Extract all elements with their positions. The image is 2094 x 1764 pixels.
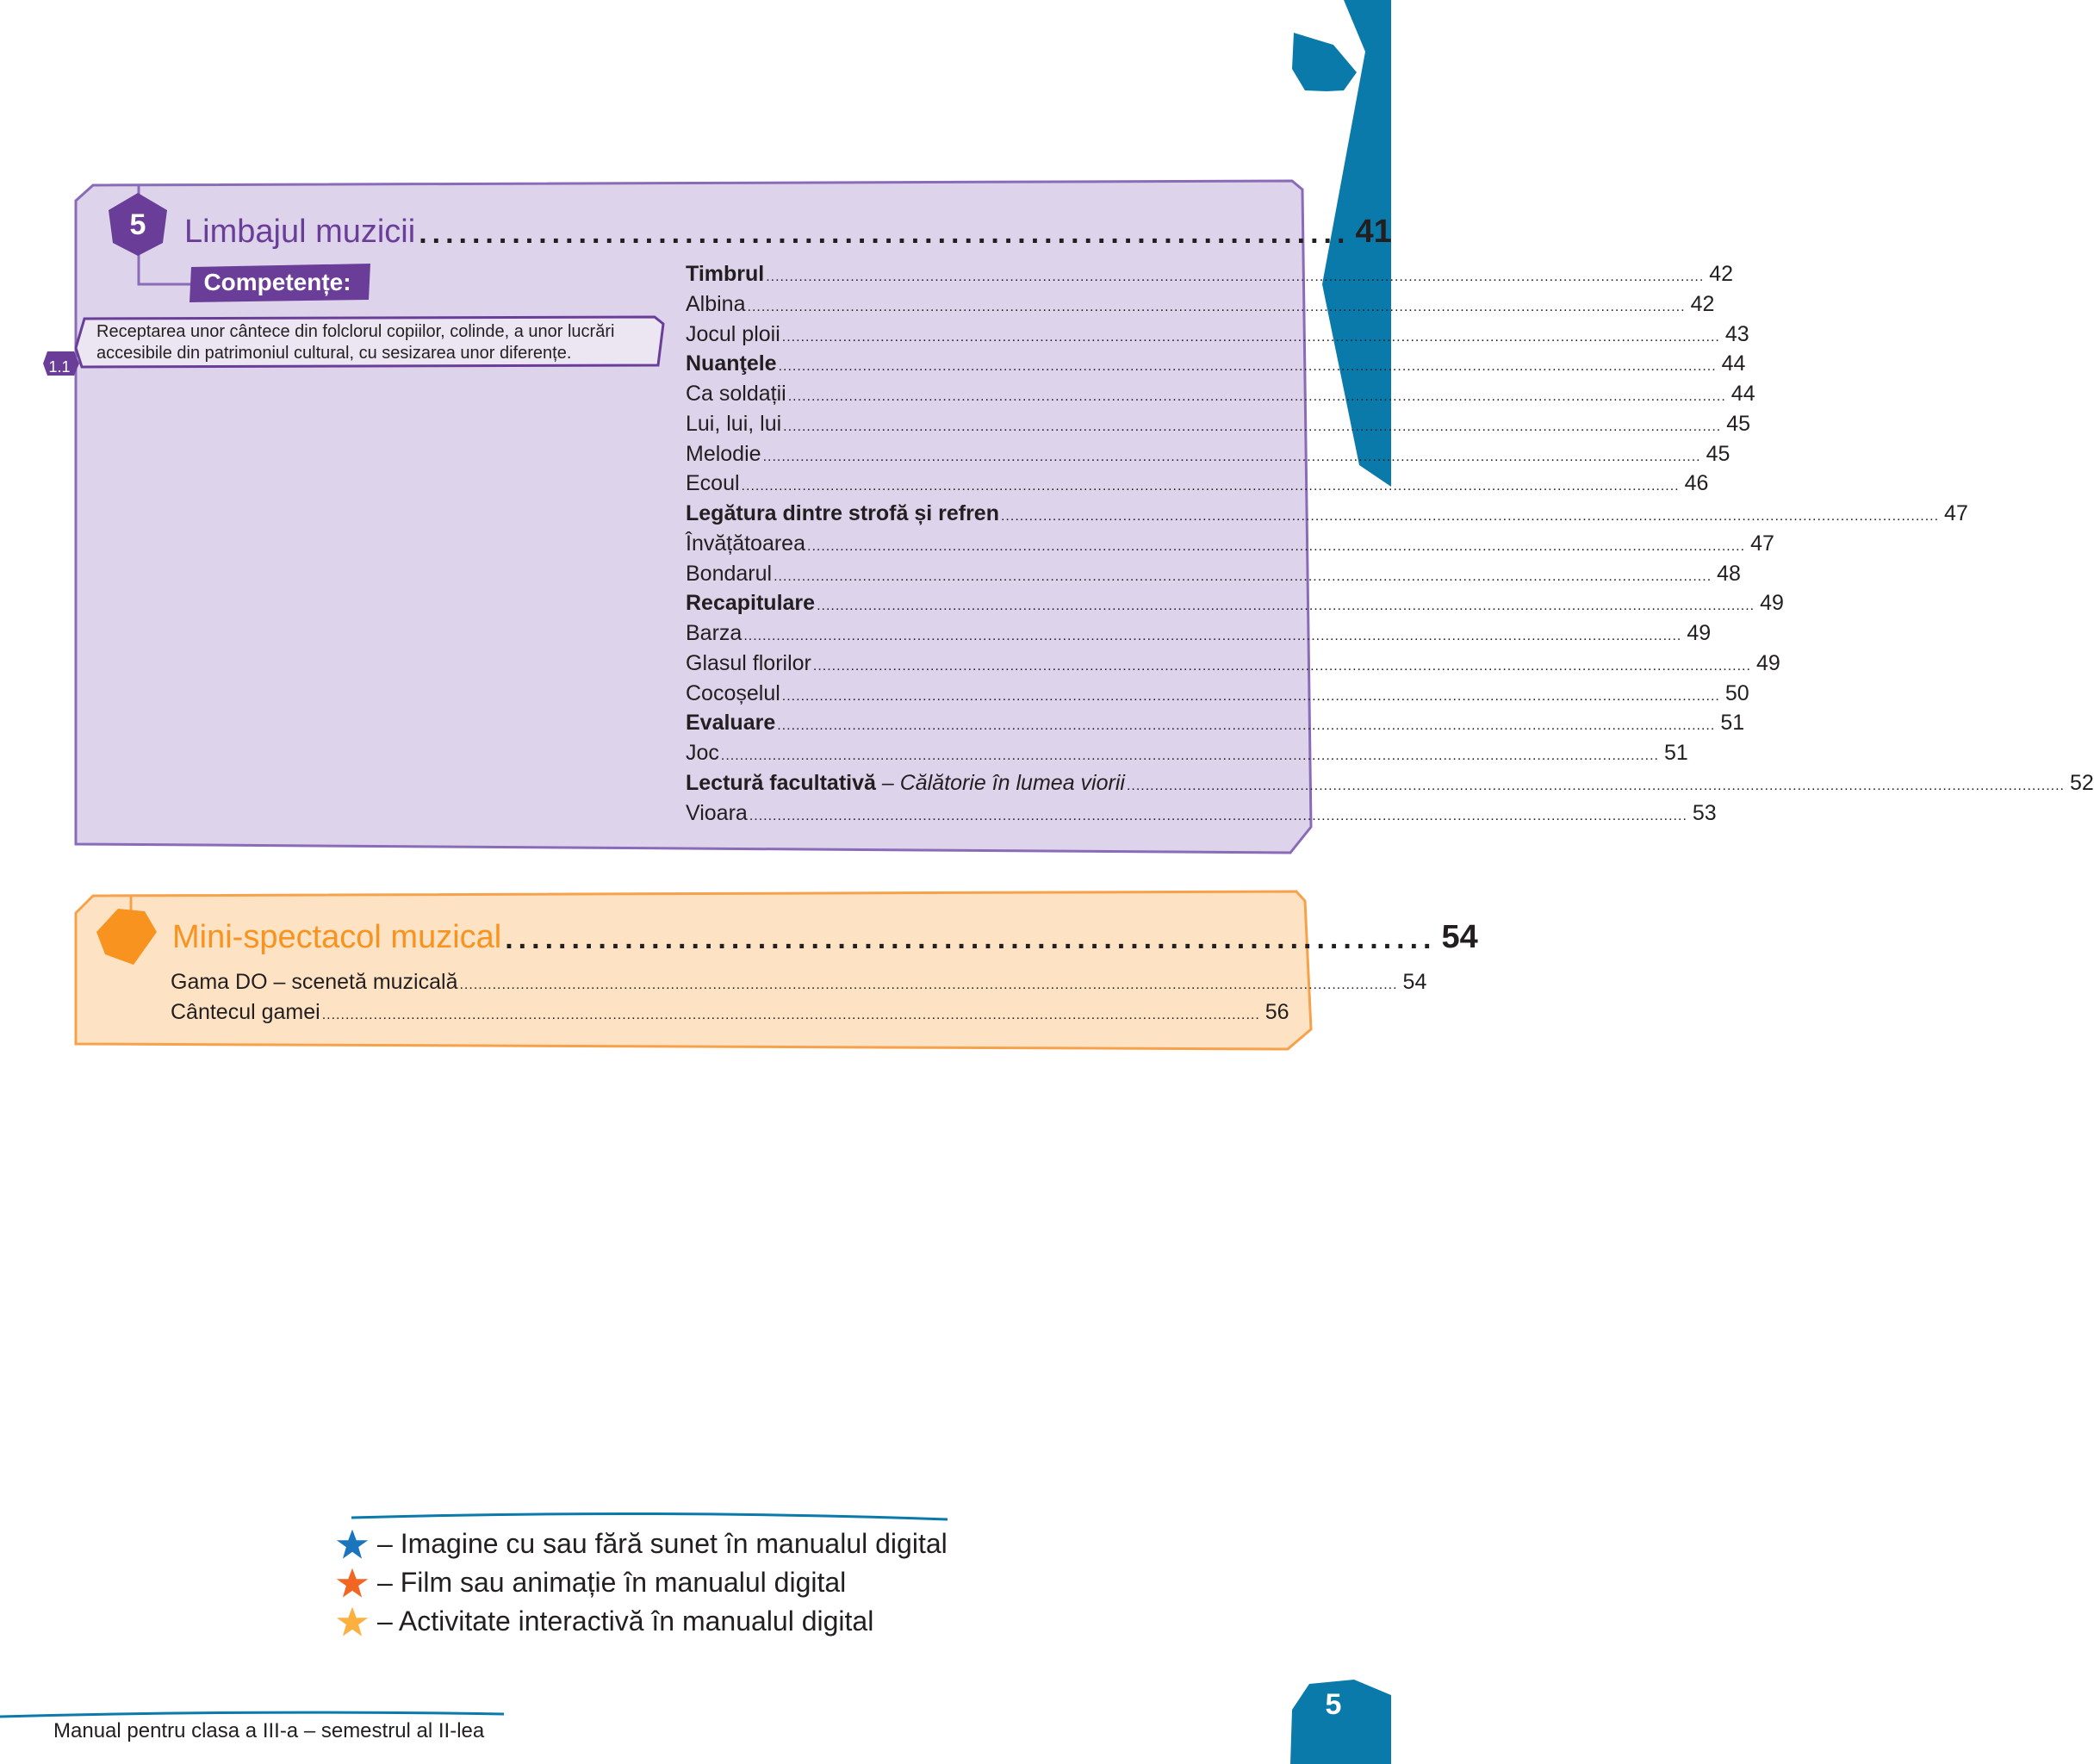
toc-entry-page: 49	[1760, 591, 1784, 616]
toc-entry-page: 46	[1684, 471, 1709, 496]
toc-entry[interactable]	[171, 1000, 1289, 1030]
toc-entry[interactable]	[686, 262, 1734, 292]
toc-entry-label: Ecoul	[686, 471, 740, 496]
toc-entry[interactable]	[686, 621, 1712, 651]
unit-title-leader: ......................................................................	[419, 217, 1351, 250]
toc-entry-label: Timbrul	[686, 262, 765, 286]
toc-entry[interactable]	[686, 591, 1784, 621]
unit-title: Limbajul muzicii	[184, 214, 416, 250]
legend-item	[336, 1525, 991, 1563]
toc-entry[interactable]	[171, 970, 1427, 1000]
toc-entry-leader: ........................................................................................................................................................................................................	[459, 978, 1398, 992]
yellow-star-icon	[336, 1606, 369, 1638]
toc-entry[interactable]	[686, 321, 1749, 352]
toc-entry-page: 51	[1663, 741, 1688, 765]
toc-entry-page: 44	[1731, 382, 1755, 406]
toc-entry-page: 47	[1750, 531, 1774, 556]
page-number: 5	[1325, 1688, 1342, 1721]
unit-toc-list	[686, 262, 2094, 830]
footer-text: Manual pentru clasa a III-a – semestrul al II-lea	[53, 1719, 485, 1742]
toc-entry[interactable]	[686, 800, 1717, 831]
legend-text: – Imagine cu sau fără sunet în manualul digital	[377, 1528, 948, 1559]
toc-entry-page: 44	[1721, 351, 1746, 376]
toc-entry-page: 49	[1755, 650, 1780, 675]
toc-entry[interactable]	[686, 291, 1715, 322]
legend-text: – Film sau animație în manualul digital	[377, 1567, 847, 1598]
mini-title-row[interactable]	[172, 913, 1478, 956]
side-blue-pentagon	[1292, 33, 1357, 91]
toc-entry-label: Cântecul gamei	[171, 1000, 320, 1024]
toc-entry-leader: ........................................................................................................................................................................................................	[743, 629, 1682, 643]
toc-entry-leader: ........................................................................................................................................................................................................	[1126, 778, 2065, 793]
toc-entry[interactable]	[686, 531, 1774, 562]
toc-entry-leader: ........................................................................................................................................................................................................	[783, 419, 1722, 434]
toc-entry-label: Joc	[686, 741, 719, 765]
toc-entry-label: Cocoșelul	[686, 680, 780, 705]
legend-item	[336, 1563, 991, 1602]
toc-entry-label: Bondarul	[686, 561, 773, 586]
unit-title-row[interactable]	[184, 208, 1392, 251]
toc-entry-label: Melodie	[686, 441, 761, 466]
toc-entry-page: 51	[1720, 711, 1745, 736]
toc-entry-leader: ........................................................................................................................................................................................................	[787, 389, 1726, 404]
toc-entry-leader: ........................................................................................................................................................................................................	[807, 538, 1746, 554]
toc-entry-leader: ........................................................................................................................................................................................................	[812, 658, 1751, 674]
legend-text: – Activitate interactivă în manualul digital	[377, 1606, 874, 1637]
unit-title-page: 41	[1355, 214, 1392, 250]
toc-entry[interactable]	[686, 650, 1780, 681]
toc-entry-label: Nuanţele	[686, 351, 777, 376]
toc-entry[interactable]	[686, 411, 1751, 442]
toc-entry-leader: ........................................................................................................................................................................................................	[774, 568, 1712, 584]
toc-entry-leader: ........................................................................................................................................................................................................	[321, 1008, 1260, 1022]
toc-entry-leader: ........................................................................................................................................................................................................	[777, 718, 1716, 734]
toc-entry-label: Lectură facultativă – Călătorie în lumea viorii	[686, 770, 1125, 795]
toc-entry-page: 45	[1726, 411, 1751, 436]
toc-entry-label: Jocul ploii	[686, 321, 780, 346]
blue-star-icon	[336, 1528, 369, 1561]
toc-entry[interactable]	[686, 351, 1746, 382]
toc-entry-page: 54	[1402, 970, 1427, 994]
toc-entry-label: Barza	[686, 621, 743, 645]
toc-entry-label: Albina	[686, 291, 746, 316]
toc-entry[interactable]	[686, 680, 1749, 711]
toc-entry[interactable]	[686, 561, 1741, 592]
toc-entry[interactable]	[686, 501, 1968, 531]
footer-divider	[0, 1712, 504, 1717]
toc-entry-leader: ........................................................................................................................................................................................................	[817, 599, 1755, 614]
toc-entry-page: 45	[1706, 441, 1731, 466]
toc-entry-page: 50	[1724, 680, 1749, 705]
toc-entry-page: 49	[1687, 621, 1712, 645]
mini-title: Mini-spectacol muzical	[172, 919, 502, 955]
toc-entry-label: Evaluare	[686, 711, 776, 736]
toc-entry-label: Vioara	[686, 800, 748, 825]
toc-entry[interactable]	[686, 770, 2094, 801]
legend	[336, 1525, 991, 1641]
toc-entry-label: Învățătoarea	[686, 531, 805, 556]
toc-entry-label: Glasul florilor	[686, 650, 811, 675]
competence-text: Receptarea unor cântece din folclorul copiilor, colinde, a unor lucrări accesibile din patrimoniul cultural, cu sesizarea unor diferențe.	[96, 322, 615, 363]
toc-entry-leader: ........................................................................................................................................................................................................	[781, 688, 1720, 704]
mini-toc-list	[171, 970, 1427, 1030]
toc-entry-page: 56	[1264, 1000, 1289, 1024]
toc-entry-leader: ........................................................................................................................................................................................................	[1000, 509, 1940, 524]
toc-entry-leader: ........................................................................................................................................................................................................	[749, 808, 1687, 823]
competence-code: 1.1	[48, 358, 71, 376]
toc-entry[interactable]	[686, 741, 1688, 771]
legend-divider	[351, 1513, 948, 1519]
toc-entry-label: Ca soldații	[686, 382, 786, 406]
toc-entry-page: 53	[1692, 800, 1717, 825]
toc-entry-label: Recapitulare	[686, 591, 816, 616]
toc-entry-leader: ........................................................................................................................................................................................................	[778, 359, 1717, 375]
toc-entry-page: 52	[2070, 770, 2094, 795]
toc-entry[interactable]	[686, 441, 1731, 472]
toc-entry-page: 48	[1717, 561, 1741, 586]
toc-entry-leader: ........................................................................................................................................................................................................	[747, 299, 1686, 314]
toc-entry-page: 43	[1724, 321, 1749, 346]
toc-entry-label: Gama DO – scenetă muzicală	[171, 970, 458, 994]
toc-entry[interactable]	[686, 471, 1709, 501]
orange-star-icon	[336, 1567, 369, 1599]
legend-item	[336, 1602, 991, 1641]
toc-entry-leader: ........................................................................................................................................................................................................	[741, 479, 1680, 494]
toc-entry-leader: ........................................................................................................................................................................................................	[766, 270, 1705, 284]
toc-entry-label: Lui, lui, lui	[686, 411, 782, 436]
toc-entry-label: Legătura dintre strofă și refren	[686, 501, 999, 525]
toc-entry[interactable]	[686, 382, 1755, 412]
toc-entry-leader: ........................................................................................................................................................................................................	[762, 449, 1701, 464]
toc-entry-page: 42	[1709, 262, 1734, 286]
mini-title-leader: ......................................................................	[505, 922, 1437, 955]
mini-title-page: 54	[1441, 919, 1478, 955]
toc-entry-leader: ........................................................................................................................................................................................................	[720, 748, 1659, 763]
unit-number: 5	[129, 208, 146, 241]
toc-entry-leader: ........................................................................................................................................................................................................	[781, 329, 1720, 345]
toc-entry[interactable]	[686, 711, 1745, 741]
toc-entry-page: 42	[1690, 291, 1715, 316]
toc-entry-subtitle: – Călătorie în lumea viorii	[875, 770, 1125, 795]
competences-label: Competențe:	[203, 269, 351, 295]
toc-entry-page: 47	[1944, 501, 1968, 525]
